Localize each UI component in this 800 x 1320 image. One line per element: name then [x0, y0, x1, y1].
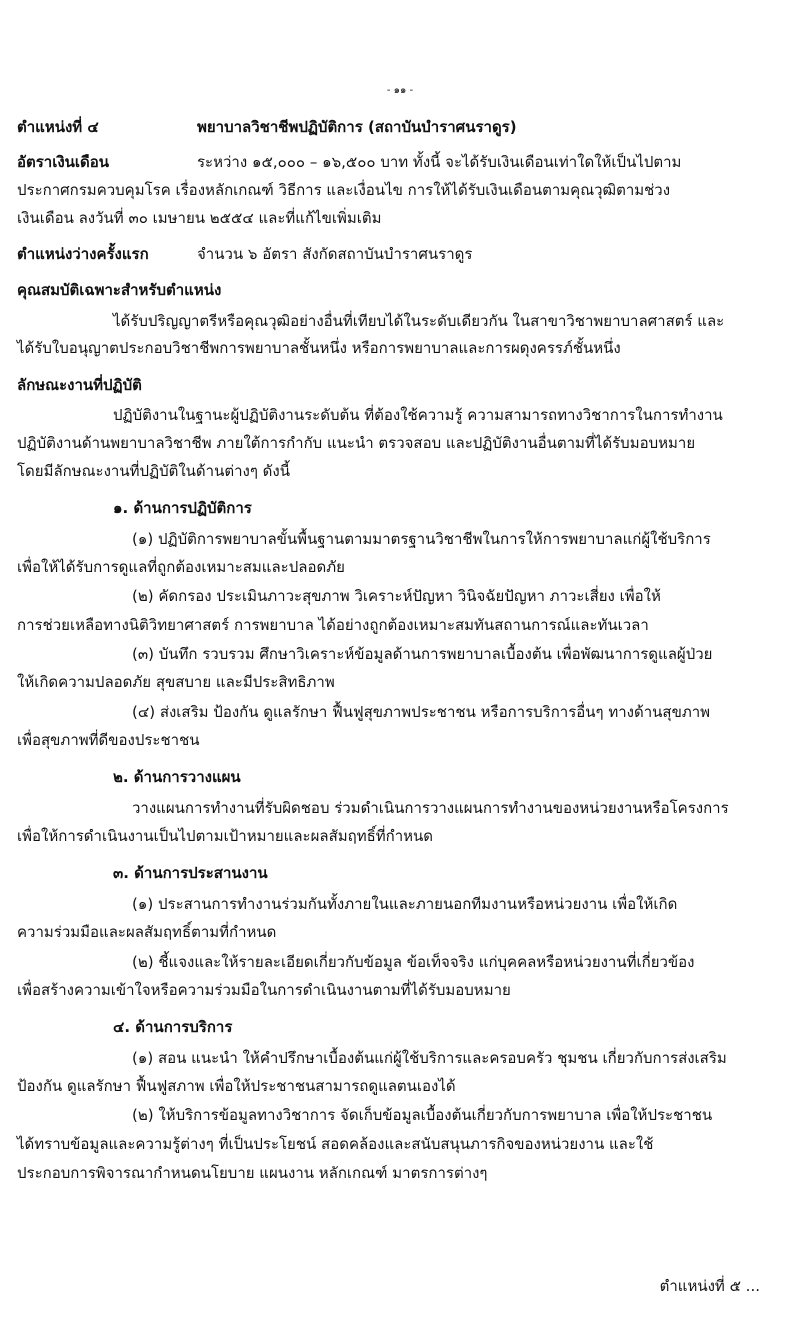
section-service-title: ๔. ด้านการบริการ	[113, 1018, 233, 1036]
coordination-item-1-line-1: (๑) ประสานการทำงานร่วมกันทั้งภายในและภายนอกทีมงานหรือหน่วยงาน เพื่อให้เกิด	[132, 895, 678, 913]
operations-item-1-line-1: (๑) ปฏิบัติการพยาบาลขั้นพื้นฐานตามมาตรฐานวิชาชีพในการให้การพยาบาลแก่ผู้ใช้บริการ	[132, 530, 711, 548]
duties-intro-1: ปฏิบัติงานในฐานะผู้ปฏิบัติงานระดับต้น ที่ต้องใช้ความรู้ ความสามารถทางวิชาการในการทำงาน	[113, 406, 723, 424]
coordination-item-2-line-2: เพื่อสร้างความเข้าใจหรือความร่วมมือในการดำเนินงานตามที่ได้รับมอบหมาย	[17, 981, 511, 999]
position-label: ตำแหน่งที่ ๔	[17, 118, 99, 136]
operations-item-2-line-2: การช่วยเหลือทางนิติวิทยาศาสตร์ การพยาบาล ได้อย่างถูกต้องเหมาะสมทันสถานการณ์และทันเวลา	[17, 616, 649, 634]
qualifications-text-2: ได้รับใบอนุญาตประกอบวิชาชีพการพยาบาลชั้นหนึ่ง หรือการพยาบาลและการผดุงครรภ์ชั้นหนึ่ง	[17, 339, 621, 357]
service-item-2-line-2: ได้ทราบข้อมูลและความรู้ต่างๆ ที่เป็นประโยชน์ สอดคล้องและสนับสนุนภารกิจของหน่วยงาน และใช้	[17, 1135, 654, 1153]
page-number: - ๑๑ -	[386, 85, 414, 96]
operations-item-2-line-1: (๒) คัดกรอง ประเมินภาวะสุขภาพ วิเคราะห์ปัญหา วินิจฉัยปัญหา ภาวะเสี่ยง เพื่อให้	[132, 587, 661, 605]
section-operations-title: ๑. ด้านการปฏิบัติการ	[113, 499, 252, 517]
coordination-item-2-line-1: (๒) ชี้แจงและให้รายละเอียดเกี่ยวกับข้อมูล ข้อเท็จจริง แก่บุคคลหรือหน่วยงานที่เกี่ยวข้อง	[132, 953, 695, 971]
service-item-1-line-1: (๑) สอน แนะนำ ให้คำปรึกษาเบื้องต้นแก่ผู้ใช้บริการและครอบครัว ชุมชน เกี่ยวกับการส่งเสริม	[132, 1049, 727, 1067]
service-item-2-line-3: ประกอบการพิจารณากำหนดนโยบาย แผนงาน หลักเกณฑ์ มาตรการต่างๆ	[17, 1164, 488, 1182]
service-item-2-line-1: (๒) ให้บริการข้อมูลทางวิชาการ จัดเก็บข้อมูลเบื้องต้นเกี่ยวกับการพยาบาล เพื่อให้ประชาชน	[132, 1106, 713, 1124]
planning-line-2: เพื่อให้การดำเนินงานเป็นไปตามเป้าหมายและผลสัมฤทธิ์ที่กำหนด	[17, 827, 434, 845]
operations-item-3-line-1: (๓) บันทึก รวบรวม ศึกษาวิเคราะห์ข้อมูลด้านการพยาบาลเบื้องต้น เพื่อพัฒนาการดูแลผู้ป่วย	[132, 645, 713, 663]
qualifications-heading: คุณสมบัติเฉพาะสำหรับตำแหน่ง	[17, 281, 222, 299]
operations-item-1-line-2: เพื่อให้ได้รับการดูแลที่ถูกต้องเหมาะสมและปลอดภัย	[17, 558, 345, 576]
coordination-item-1-line-2: ความร่วมมือและผลสัมฤทธิ์ตามที่กำหนด	[17, 923, 277, 941]
vacancy-value: จำนวน ๖ อัตรา สังกัดสถาบันบำราศนราดูร	[197, 245, 473, 263]
planning-line-1: วางแผนการทำงานที่รับผิดชอบ ร่วมดำเนินการวางแผนการทำงานของหน่วยงานหรือโครงการ	[132, 799, 729, 817]
vacancy-label: ตำแหน่งว่างครั้งแรก	[17, 245, 149, 263]
operations-item-4-line-1: (๔) ส่งเสริม ป้องกัน ดูแลรักษา ฟื้นฟูสุขภาพประชาชน หรือการบริการอื่นๆ ทางด้านสุขภาพ	[132, 703, 711, 721]
section-coordination-title: ๓. ด้านการประสานงาน	[113, 864, 268, 882]
qualifications-text-1: ได้รับปริญญาตรีหรือคุณวุฒิอย่างอื่นที่เทียบได้ในระดับเดียวกัน ในสาขาวิชาพยาบาลศาสตร์ และ	[113, 312, 725, 330]
section-planning-title: ๒. ด้านการวางแผน	[113, 768, 241, 786]
salary-label: อัตราเงินเดือน	[17, 153, 110, 171]
duties-intro-3: โดยมีลักษณะงานที่ปฏิบัติในด้านต่างๆ ดังนี้	[17, 462, 290, 480]
salary-text-2: ประกาศกรมควบคุมโรค เรื่องหลักเกณฑ์ วิธีการ และเงื่อนไข การให้ได้รับเงินเดือนตามคุณวุฒิตามช่วง	[17, 181, 671, 199]
service-item-1-line-2: ป้องกัน ดูแลรักษา ฟื้นฟูสภาพ เพื่อให้ประชาชนสามารถดูแลตนเองได้	[17, 1077, 456, 1095]
continuation-note: ตำแหน่งที่ ๕ ...	[659, 1277, 760, 1295]
salary-text-1: ระหว่าง ๑๕,๐๐๐ – ๑๖,๕๐๐ บาท ทั้งนี้ จะได้รับเงินเดือนเท่าใดให้เป็นไปตาม	[197, 153, 682, 171]
operations-item-4-line-2: เพื่อสุขภาพที่ดีของประชาชน	[17, 731, 200, 749]
operations-item-3-line-2: ให้เกิดความปลอดภัย สุขสบาย และมีประสิทธิภาพ	[17, 673, 335, 691]
salary-text-3: เงินเดือน ลงวันที่ ๓๐ เมษายน ๒๕๕๔ และที่แก้ไขเพิ่มเติม	[17, 209, 382, 227]
duties-intro-2: ปฏิบัติงานด้านพยาบาลวิชาชีพ ภายใต้การกำกับ แนะนำ ตรวจสอบ และปฏิบัติงานอื่นตามที่ได้รับมอบหมาย	[17, 434, 696, 452]
duties-heading: ลักษณะงานที่ปฏิบัติ	[17, 376, 142, 394]
position-title: พยาบาลวิชาชีพปฏิบัติการ (สถาบันบำราศนราดูร)	[197, 118, 517, 136]
